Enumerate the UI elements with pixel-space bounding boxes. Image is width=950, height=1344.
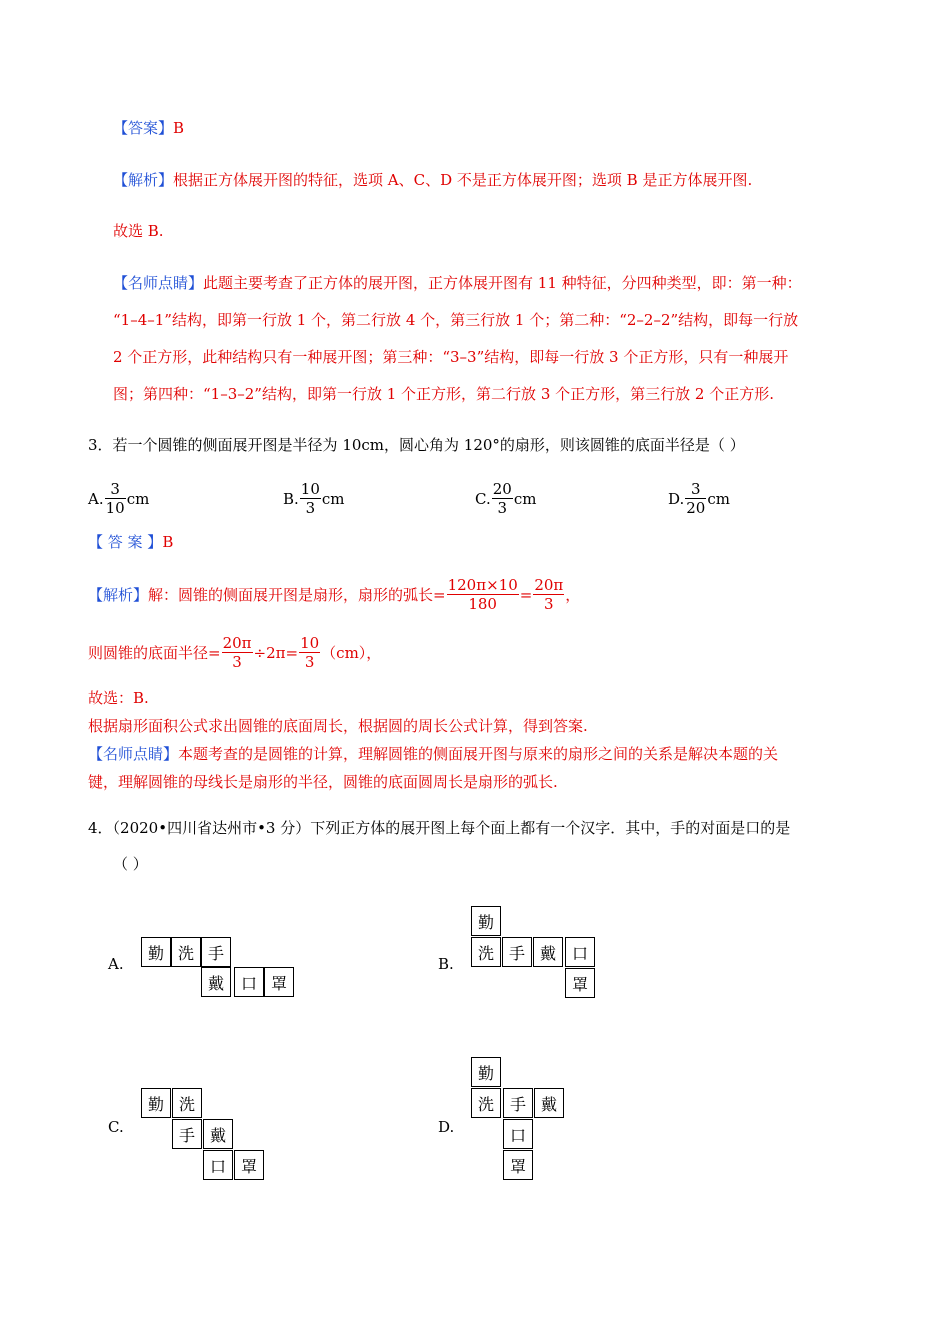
- net-cell: 戴: [201, 967, 231, 997]
- net-cell: 戴: [203, 1119, 233, 1149]
- q2-analysis: [113, 170, 752, 190]
- q2-tip-line-1: 【名师点睛】此题主要考查了正方体的展开图，正方体展开图有 11 种特征，分四种类型，即：第一种：: [113, 274, 802, 292]
- net-cell: 手: [172, 1119, 202, 1149]
- net-cell: 口: [234, 967, 264, 997]
- analysis-tag: 【解析】: [113, 171, 174, 189]
- net-cell: 手: [503, 1088, 533, 1118]
- fraction: $\frac{10}{3}$: [300, 480, 320, 517]
- net-cell: 手: [201, 937, 231, 967]
- q3-stem: 3．若一个圆锥的侧面展开图是半径为 10cm，圆心角为 120°的扇形，则该圆锥的底面半径是（ ）: [88, 436, 745, 454]
- net-cell: 罩: [264, 967, 294, 997]
- net-cell: 勤: [471, 1057, 501, 1087]
- net-cell: 洗: [171, 937, 201, 967]
- q3-option-d: D. $\frac{3}{20}$ cm: [668, 480, 730, 517]
- net-cell: 口: [565, 937, 595, 967]
- fraction: $\frac{120\pi\times 10}{180}$: [447, 576, 518, 613]
- net-cell: 戴: [534, 1088, 564, 1118]
- q3-radius: 则圆锥的底面半径= $\frac{20\pi}{3}$ ÷2π= $\frac{10}{3}$ （cm），: [88, 634, 382, 671]
- net-cell: 勤: [471, 906, 501, 936]
- net-b-label: B.: [438, 955, 454, 973]
- q3-option-a: A. $\frac{3}{10}$ cm: [88, 480, 150, 517]
- net-cell: 口: [503, 1119, 533, 1149]
- net-c-label: C.: [108, 1118, 124, 1136]
- fraction: $\frac{20}{3}$: [492, 480, 512, 517]
- q3-tip-line-2: 键，理解圆锥的母线长是扇形的半径，圆锥的底面圆周长是扇形的弧长.: [88, 773, 558, 791]
- q4-blank: （ ）: [113, 855, 148, 873]
- q2-conclusion: 故选 B.: [113, 222, 164, 240]
- tip-tag: 【名师点睛】: [113, 274, 204, 292]
- q2-tip-line-2: “1–4–1”结构，即第一行放 1 个，第二行放 4 个，第三行放 1 个；第二种：“2–2–2”结构，即每一行放: [113, 311, 799, 329]
- fraction: $\frac{10}{3}$: [300, 634, 320, 671]
- q3-analysis: 【解析】 解：圆锥的侧面展开图是扇形，扇形的弧长= $\frac{120\pi\times 10}{180}$ = $\frac{20\pi}{3}$ ，: [88, 576, 581, 613]
- q2-tip-line-3: 2 个正方形，此种结构只有一种展开图；第三种：“3–3”结构，即每一行放 3 个正方形，只有一种展开: [113, 348, 789, 366]
- q3-option-b: B. $\frac{10}{3}$ cm: [283, 480, 345, 517]
- net-cell: 戴: [533, 937, 563, 967]
- q2-answer: [113, 118, 184, 138]
- answer-tag: 【答案】: [113, 119, 174, 137]
- net-cell: 勤: [141, 937, 171, 967]
- net-cell: 洗: [172, 1088, 202, 1118]
- answer-value: B: [173, 119, 185, 137]
- q3-tip-line-1: 【名师点睛】本题考查的是圆锥的计算，理解圆锥的侧面展开图与原来的扇形之间的关系是解决本题的关: [88, 745, 779, 763]
- net-cell: 勤: [141, 1088, 171, 1118]
- net-a-label: A.: [108, 955, 124, 973]
- net-cell: 罩: [565, 968, 595, 998]
- fraction: $\frac{3}{10}$: [105, 480, 125, 517]
- q3-conclusion: 故选：B.: [88, 689, 149, 707]
- analysis-text: 根据正方体展开图的特征，选项 A、C、D 不是正方体展开图；选项 B 是正方体展开图.: [173, 171, 753, 189]
- q3-method: 根据扇形面积公式求出圆锥的底面周长，根据圆的周长公式计算，得到答案.: [88, 717, 588, 735]
- net-cell: 罩: [234, 1150, 264, 1180]
- net-d-label: D.: [438, 1118, 455, 1136]
- q3-answer: 【 答 案 】B: [88, 533, 174, 551]
- fraction: $\frac{20\pi}{3}$: [222, 634, 252, 671]
- q2-tip-line-4: 图；第四种：“1–3–2”结构，即第一行放 1 个正方形，第二行放 3 个正方形，第三行放 2 个正方形.: [113, 385, 774, 403]
- q3-option-c: C. $\frac{20}{3}$ cm: [475, 480, 537, 517]
- q4-stem: 4．（2020•四川省达州市•3 分）下列正方体的展开图上每个面上都有一个汉字．其中，手的对面是口的是: [88, 819, 791, 837]
- net-cell: 罩: [503, 1150, 533, 1180]
- fraction: $\frac{20\pi}{3}$: [534, 576, 564, 613]
- net-cell: 洗: [471, 1088, 501, 1118]
- net-cell: 手: [502, 937, 532, 967]
- net-cell: 口: [203, 1150, 233, 1180]
- fraction: $\frac{3}{20}$: [686, 480, 706, 517]
- net-cell: 洗: [471, 937, 501, 967]
